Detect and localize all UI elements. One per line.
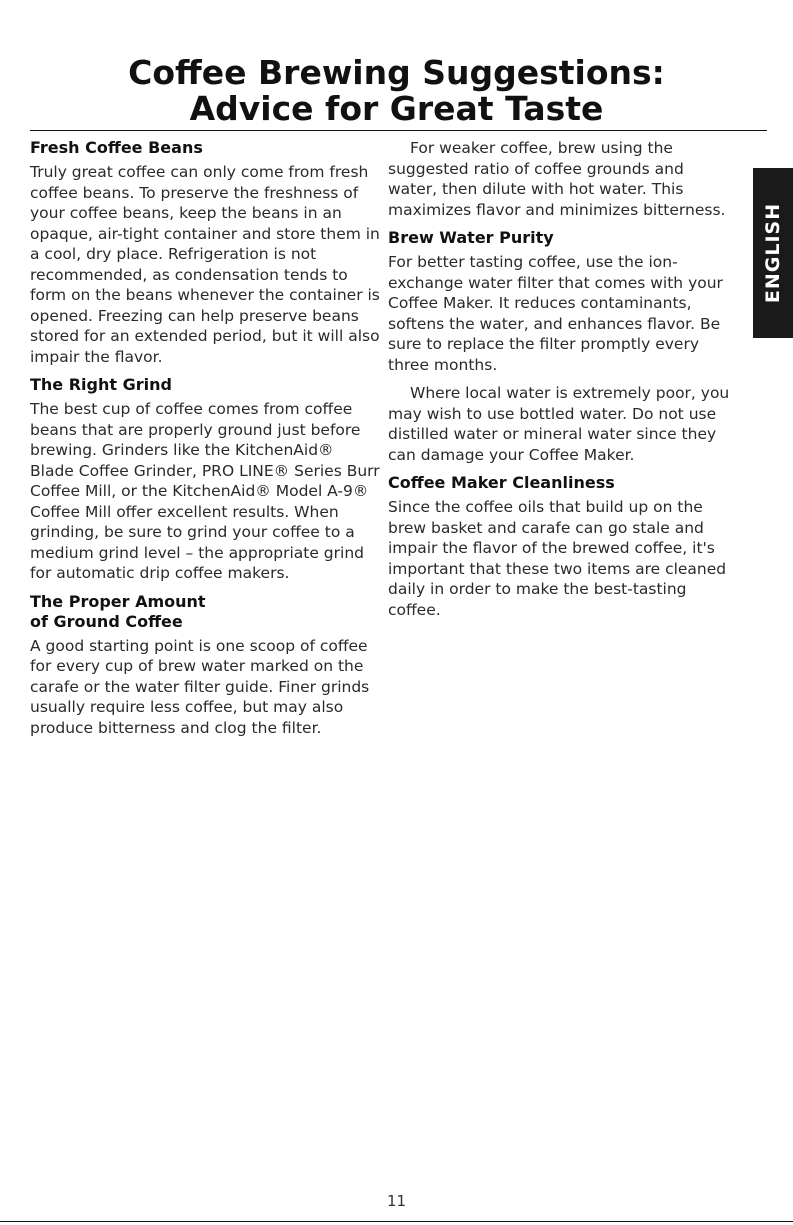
section-fresh-coffee-beans bbox=[30, 138, 382, 367]
section-text-purity-2: Where local water is extremely poor, you may wish to use bottled water. Do not use distilled water or mineral water since they can damage your Coffee Maker. bbox=[388, 384, 730, 464]
section-heading-purity: Brew Water Purity bbox=[388, 228, 554, 247]
section-text-fresh: Truly great coffee can only come from fresh coffee beans. To preserve the freshness of your coffee beans, keep the beans in an opaque, air-tight container and store them in a cool, dry place. Refrigeration is not recommended, as condensation tends to form on the beans whenever the container is opened. Freezing can help preserve beans stored for an extended period, but it will also impair the flavor. bbox=[30, 163, 380, 366]
title-divider bbox=[30, 130, 767, 131]
language-tab-label: ENGLISH bbox=[762, 202, 784, 304]
page-title-line2: Advice for Great Taste bbox=[189, 89, 604, 128]
section-heading-amount-line1: The Proper Amount bbox=[30, 591, 206, 611]
section-right-grind bbox=[30, 375, 382, 584]
section-text-amount-continued: For weaker coffee, brew using the suggested ratio of coffee grounds and water, then dilute with hot water. This maximizes flavor and minimizes bitterness. bbox=[388, 139, 726, 219]
section-brew-water-purity bbox=[388, 228, 734, 465]
section-proper-amount bbox=[30, 592, 382, 739]
page-title-line1: Coffee Brewing Suggestions: bbox=[128, 53, 665, 92]
page-number: 11 bbox=[386, 1192, 407, 1210]
section-coffee-maker-cleanliness bbox=[388, 473, 734, 620]
section-heading-fresh: Fresh Coffee Beans bbox=[30, 138, 203, 157]
language-tab bbox=[753, 168, 793, 338]
section-heading-clean: Coffee Maker Cleanliness bbox=[388, 473, 615, 492]
page-title bbox=[0, 55, 793, 127]
section-text-clean: Since the coffee oils that build up on the brew basket and carafe can go stale and impair the flavor of the brewed coffee, it's important that these two items are cleaned daily in order to make the best-tasting coffee. bbox=[388, 498, 727, 619]
left-column bbox=[30, 138, 382, 746]
section-heading-grind: The Right Grind bbox=[30, 375, 172, 394]
section-text-grind: The best cup of coffee comes from coffee beans that are properly ground just before brewing. Grinders like the KitchenAid® Blade Coffee Grinder, PRO LINE® Series Burr Coffee Mill, or the KitchenAid® Model A-9® Coffee Mill offer excellent results. When grinding, be sure to grind your coffee to a medium grind level – the appropriate grind for automatic drip coffee makers. bbox=[30, 400, 380, 582]
bottom-divider bbox=[0, 1221, 793, 1222]
section-heading-amount-line2: of Ground Coffee bbox=[30, 611, 183, 631]
section-heading-amount bbox=[30, 592, 382, 632]
section-text-purity-1: For better tasting coffee, use the ion-exchange water filter that comes with your Coffee Maker. It reduces contaminants, softens the water, and enhances flavor. Be sure to replace the filter promptly every three months. bbox=[388, 253, 723, 374]
section-text-amount: A good starting point is one scoop of coffee for every cup of brew water marked on the carafe or the water filter guide. Finer grinds usually require less coffee, but may also produce bitterness and clog the filter. bbox=[30, 636, 370, 737]
right-column bbox=[388, 138, 734, 628]
